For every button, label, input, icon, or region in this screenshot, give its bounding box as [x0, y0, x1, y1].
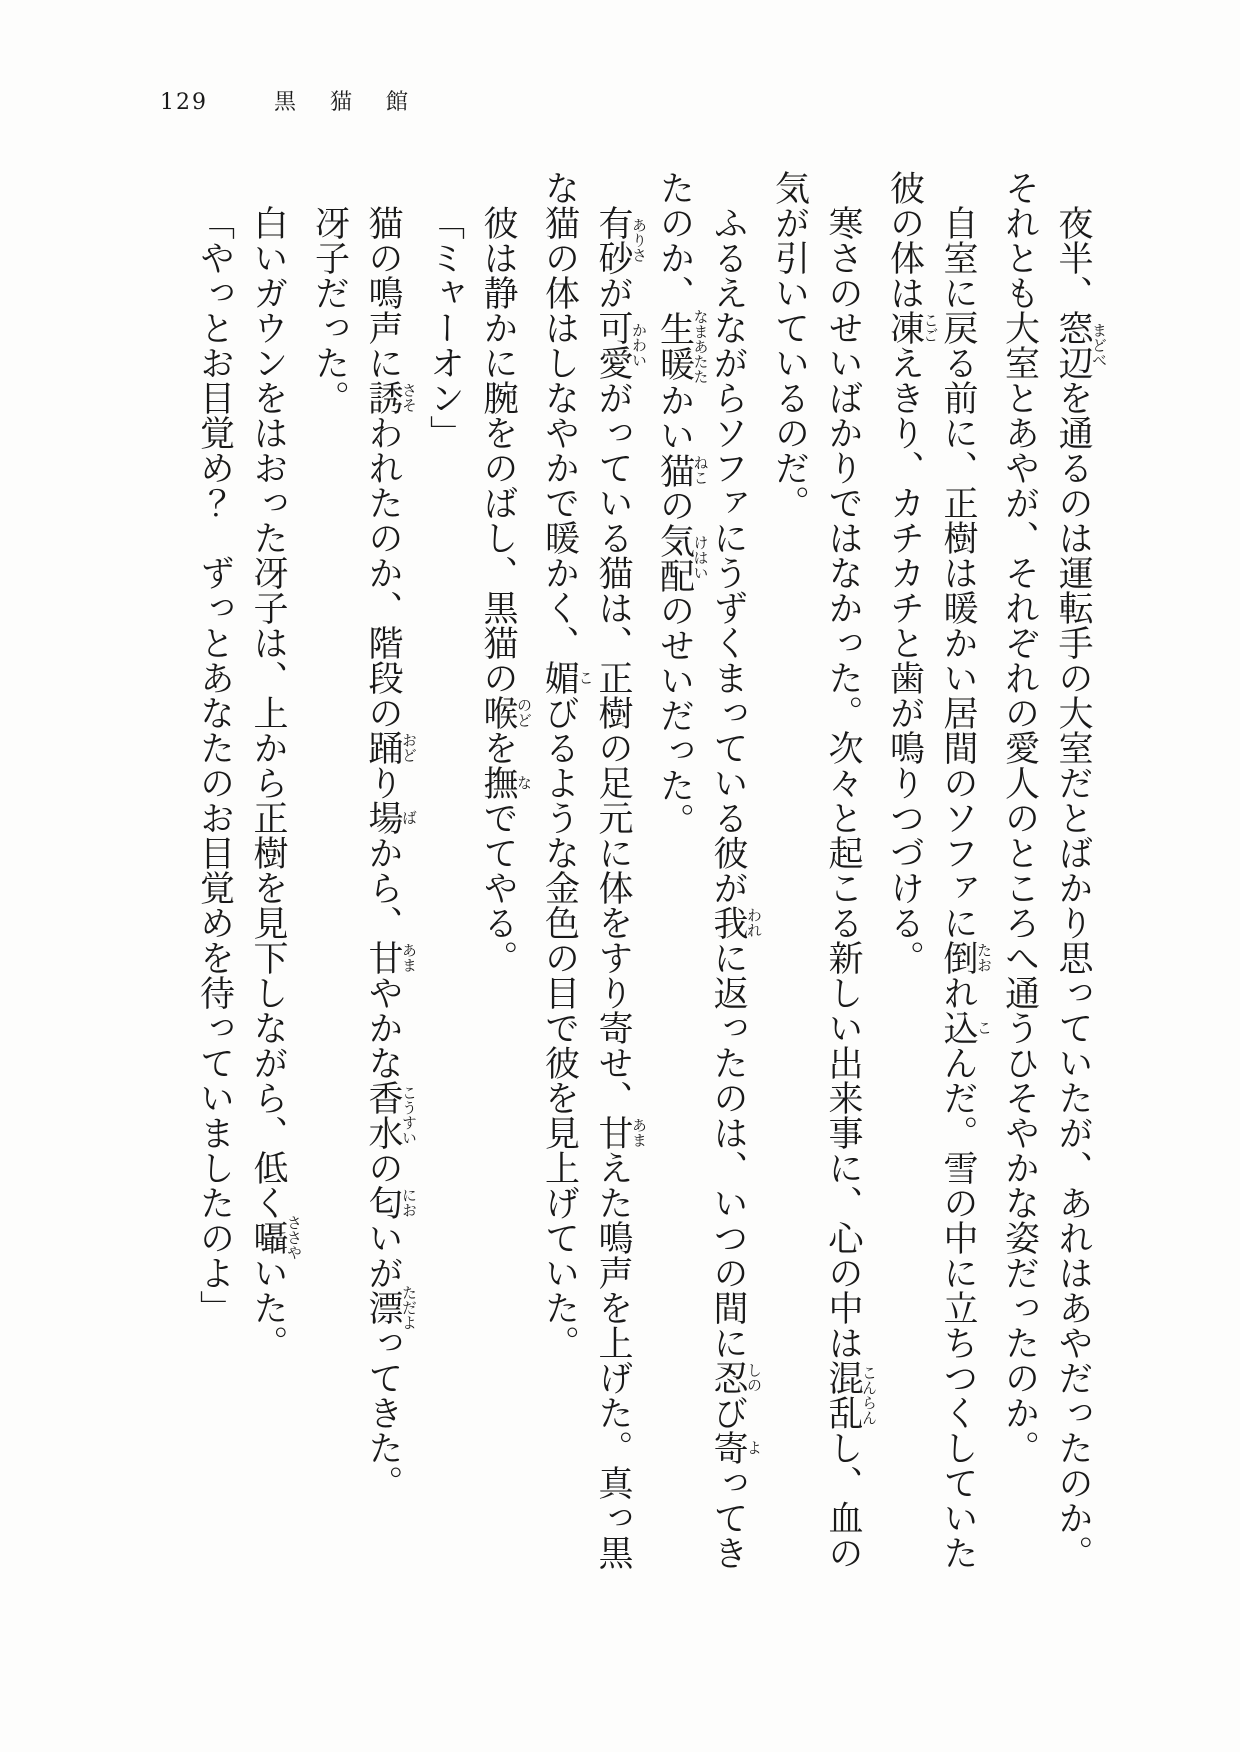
ruby-annotation: 媚こ: [539, 660, 595, 695]
paragraph: 猫の鳴声に誘さそわれたのか、階段の踊おどり場ばから、甘あまやかな香水こうすいの匂においが漂ただよってきた。: [363, 205, 418, 1500]
book-title: 黒猫館: [274, 90, 443, 115]
ruby-annotation: 猫ねこ: [654, 452, 710, 488]
ruby-annotation: 囁ささや: [248, 1215, 303, 1260]
ruby-annotation: 甘あま: [363, 940, 418, 975]
ruby-annotation: 甘あま: [593, 1115, 648, 1150]
ruby-annotation: 込こ: [938, 1010, 993, 1045]
vertical-body-text: [194, 170, 1108, 1570]
ruby-annotation: 窓辺まどべ: [1053, 310, 1108, 380]
ruby-annotation: 撫な: [478, 765, 533, 800]
ruby-annotation: 凍こご: [884, 310, 940, 345]
ruby-annotation: 場ば: [363, 800, 418, 835]
ruby-annotation: 漂ただよ: [363, 1285, 418, 1330]
ruby-annotation: 匂にお: [363, 1185, 418, 1220]
paragraph: 白いガウンをはおった冴子は、上から正樹を見下しながら、低く囁ささやいた。: [248, 205, 303, 1360]
paragraph: 自室に戻る前に、正樹は暖かい居間のソファに倒たおれ込こんだ。雪の中に立ちつくしていた彼の体は凍こごえきり、カチカチと歯が鳴りつづける。: [884, 170, 993, 1570]
ruby-annotation: 喉のど: [478, 695, 533, 730]
ruby-annotation: 香水こうすい: [363, 1080, 418, 1150]
paragraph: 彼は静かに腕をのばし、黒猫の喉のどを撫なでてやる。: [478, 205, 533, 975]
paragraph: 夜半、窓辺まどべを通るのは運転手の大室だとばかり思っていたが、あれはあやだったのか。それとも大室とあやが、それぞれの愛人のところへ通うひそやかな姿だったのか。: [999, 170, 1108, 1570]
ruby-annotation: 我われ: [708, 905, 763, 940]
ruby-annotation: 踊おど: [363, 730, 418, 765]
ruby-annotation: 誘さそ: [363, 380, 418, 415]
ruby-annotation: 忍しの: [708, 1360, 763, 1395]
paragraph: 冴子だった。: [309, 205, 350, 415]
ruby-annotation: 生暖なまあたた: [654, 308, 710, 384]
ruby-annotation: 有砂ありさ: [593, 205, 648, 275]
ruby-annotation: 気配けはい: [654, 522, 710, 593]
paragraph: 「やっとお目覚め？ ずっとあなたのお目覚めを待っていましたのよ」: [194, 205, 235, 1325]
paragraph: 有砂ありさが可愛かわいがっている猫は、正樹の足元に体をすり寄せ、甘あまえた鳴声を上げた。真っ黒な猫の体はしなやかで暖かく、媚こびるような金色の目で彼を見上げていた。: [539, 170, 648, 1570]
ruby-annotation: 可愛かわい: [593, 310, 648, 380]
ruby-annotation: 寄よ: [708, 1430, 763, 1465]
running-head: [160, 92, 442, 114]
ruby-annotation: 混乱こんらん: [823, 1360, 878, 1430]
paragraph: 寒さのせいばかりではなかった。次々と起こる新しい出来事に、心の中は混乱こんらんし、血の気が引いているのだ。: [769, 170, 878, 1570]
ruby-annotation: 倒たお: [938, 940, 993, 975]
page-number: 129: [160, 90, 208, 115]
paragraph: 「ミャーオン」: [424, 205, 465, 450]
paragraph: ふるえながらソファにうずくまっている彼が我われに返ったのは、いつの間に忍しのび寄よってきたのか、生暖なまあたたかい猫ねこの気配けはいのせいだった。: [654, 170, 763, 1570]
